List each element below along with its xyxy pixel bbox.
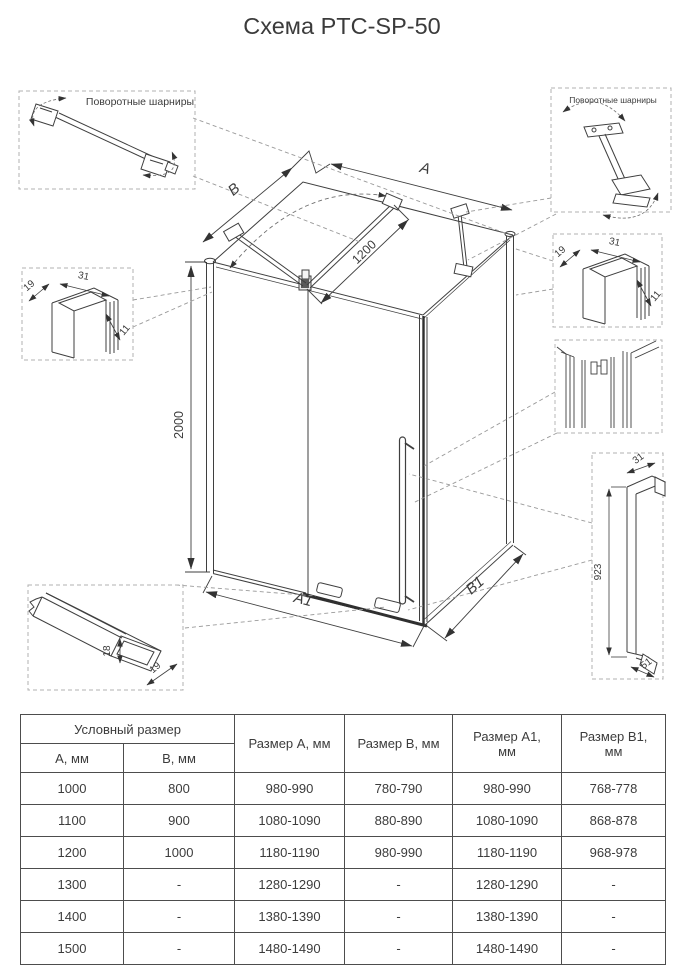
dim-label-A1: A1 [292, 589, 315, 611]
bottom-rail-drawing [29, 593, 161, 671]
header-size-a: Размер А, мм [235, 715, 345, 773]
callout-bottom-rail [28, 585, 183, 690]
callout-hinge-right [551, 88, 671, 218]
table-cell: 1180-1190 [453, 837, 562, 869]
table-cell: 868-878 [562, 805, 666, 837]
table-cell: - [124, 933, 235, 965]
table-cell: 1380-1390 [235, 901, 345, 933]
header-size-b: Размер В, мм [345, 715, 453, 773]
callout-wall-profile-left [22, 268, 133, 360]
handle-dim-31: 31 [630, 451, 647, 467]
dim-label-2000: 2000 [172, 411, 186, 439]
table-cell: 1280-1290 [235, 869, 345, 901]
profile-left-dim-19: 19 [21, 278, 38, 294]
header-size-a1: Размер А1, мм [453, 715, 562, 773]
header-sub-a: А, мм [21, 744, 124, 773]
table-cell: - [562, 901, 666, 933]
table-cell: 1000 [124, 837, 235, 869]
dim-label-A: A [418, 159, 433, 179]
rear-wall-profile [505, 231, 515, 544]
callout-wall-profile-right [553, 234, 664, 327]
table-cell: 1300 [21, 869, 124, 901]
table-row [21, 837, 666, 869]
table-cell: 1200 [21, 837, 124, 869]
support-bar-right [451, 204, 473, 277]
callout-handle [592, 451, 665, 679]
table-cell: - [345, 933, 453, 965]
wall-profile-drawing [583, 254, 649, 324]
profile-right-dim-31: 31 [607, 236, 622, 250]
table-cell: 1380-1390 [453, 901, 562, 933]
table-cell: 1080-1090 [235, 805, 345, 837]
hinge-callout-right-label: Поворотные шарниры [569, 95, 657, 105]
table-row [21, 901, 666, 933]
table-cell: 1500 [21, 933, 124, 965]
table-row [21, 933, 666, 965]
left-wall-profile [205, 258, 216, 573]
table-cell: - [562, 933, 666, 965]
table-cell: 1100 [21, 805, 124, 837]
rail-dim-18: 18 [102, 645, 113, 657]
table-cell: 1480-1490 [453, 933, 562, 965]
table-row [21, 805, 666, 837]
table-cell: - [124, 901, 235, 933]
seal-joint-drawing [557, 341, 659, 428]
hinge-block [299, 270, 311, 290]
table-cell: 900 [124, 805, 235, 837]
door-handle [400, 437, 415, 604]
table-cell: 880-890 [345, 805, 453, 837]
table-cell: 1180-1190 [235, 837, 345, 869]
table-cell: 1000 [21, 773, 124, 805]
hinge-callout-left-label: Поворотные шарниры [85, 96, 195, 108]
table-cell: - [562, 869, 666, 901]
size-table [20, 714, 666, 965]
profile-left-dim-31: 31 [76, 270, 91, 284]
table-cell: 980-990 [235, 773, 345, 805]
rail-dim-19: 19 [147, 660, 164, 676]
support-bar-main [307, 193, 402, 288]
header-group: Условный размер [21, 715, 235, 744]
dim-label-B1: B1 [462, 573, 488, 599]
table-cell: - [345, 901, 453, 933]
table-cell: 1480-1490 [235, 933, 345, 965]
callout-seal-joint [555, 340, 662, 433]
profile-left-dim-11: 11 [117, 322, 133, 338]
table-cell: - [345, 869, 453, 901]
corner-profile [420, 315, 428, 624]
table-row [21, 773, 666, 805]
table-row [21, 869, 666, 901]
table-cell: 980-990 [453, 773, 562, 805]
table-cell: 800 [124, 773, 235, 805]
table-cell: - [124, 869, 235, 901]
table-cell: 980-990 [345, 837, 453, 869]
table-cell: 780-790 [345, 773, 453, 805]
door-guide-block [316, 582, 343, 598]
header-sub-b: В, мм [124, 744, 235, 773]
dim-label-1200: 1200 [349, 237, 380, 267]
profile-right-dim-19: 19 [552, 244, 569, 260]
table-cell: 1400 [21, 901, 124, 933]
dim-label-B: B [224, 179, 244, 200]
table-cell: 1080-1090 [453, 805, 562, 837]
page-title: Схема PTC-SP-50 [243, 13, 441, 39]
wall-profile-drawing [52, 288, 118, 358]
profile-right-dim-11: 11 [648, 288, 664, 304]
handle-dim-923: 923 [593, 563, 604, 581]
table-cell: 1280-1290 [453, 869, 562, 901]
leader-lines [133, 118, 592, 628]
door-guide-block [374, 597, 401, 613]
handle-dim-51: 51 [638, 656, 655, 672]
handle-drawing [627, 476, 665, 674]
table-cell: 768-778 [562, 773, 666, 805]
header-size-b1: Размер В1, мм [562, 715, 666, 773]
callout-hinge-left [19, 91, 195, 189]
table-cell: 968-978 [562, 837, 666, 869]
